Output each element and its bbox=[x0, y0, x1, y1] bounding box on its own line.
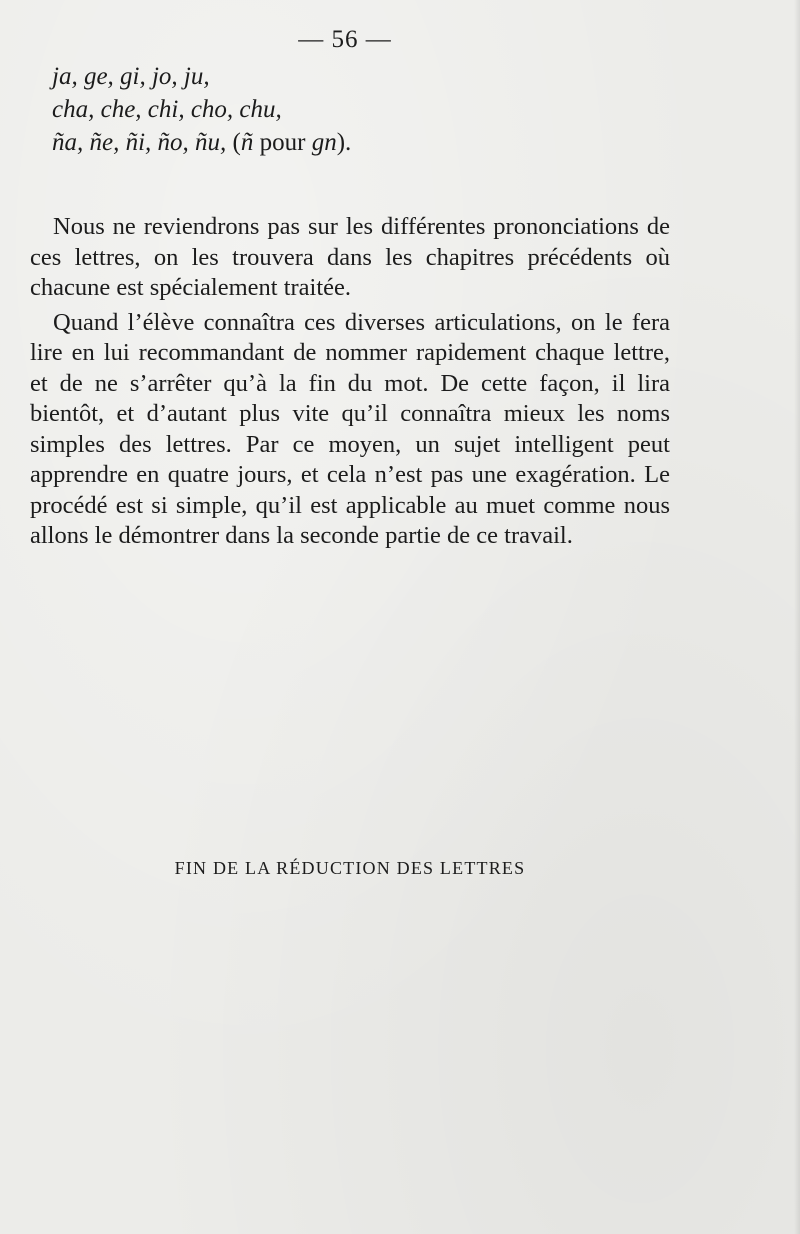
body-text bbox=[30, 212, 670, 552]
paragraph: Nous ne reviendrons pas sur les différentes prononciations de ces lettres, on les trouvera dans les chapitres précédents où chacune est spécialement traitée. bbox=[30, 213, 670, 301]
syllable-line-n-tilde-text: ña, ñe, ñi, ño, ñu, bbox=[52, 129, 227, 156]
syllable-line-n-tilde bbox=[52, 126, 672, 159]
syllable-list bbox=[52, 60, 672, 159]
note-digraph: gn bbox=[311, 129, 337, 156]
paragraph: Quand l’élève connaîtra ces diverses articulations, on le fera lire en lui recommandant de nommer rapidement chaque lettre, et de ne s’arrêter qu’à la fin du mot. De cette façon, il lira bientôt, et d’autant plus vite qu’il connaîtra mieux les noms simples des lettres. Par ce moyen, un sujet intelligent peut apprendre en quatre jours, et cela n’est pas une exagération. Le procédé est si simple, qu’il est applicable au muet comme nous allons le démontrer dans la seconde partie de ce travail. bbox=[30, 308, 670, 549]
note-letter: ñ bbox=[240, 129, 254, 156]
syllable-line-ch: cha, che, chi, cho, chu, bbox=[52, 96, 282, 123]
page-edge-shadow bbox=[794, 0, 800, 1234]
page-number: — 56 — bbox=[298, 26, 392, 53]
note-close: ). bbox=[336, 129, 352, 156]
syllable-line-j: ja, ge, gi, jo, ju, bbox=[52, 63, 210, 90]
note-open: ( bbox=[226, 129, 241, 156]
section-end-title: FIN DE LA RÉDUCTION DES LETTRES bbox=[174, 858, 526, 878]
note-mid: pour bbox=[253, 129, 312, 156]
